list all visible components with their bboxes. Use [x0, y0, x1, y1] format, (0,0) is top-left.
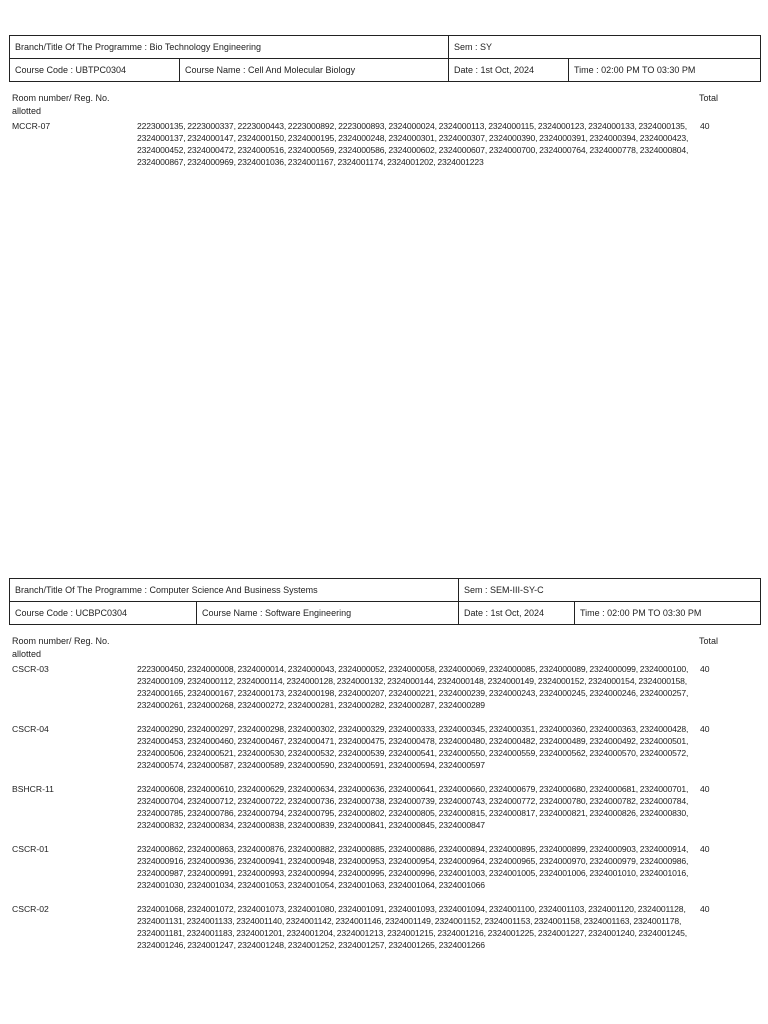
table-row [9, 843, 760, 891]
registration-numbers: 2223000135, 2223000337, 2223000443, 2223000892, 2223000893, 2324000024, 2324000113, 2324000115, 2324000123, 2324000133, 2324000135, 2324000137, 2324000147, 2324000150, 2324000195, 2324000248, 2324000301, 2324000307, 2324000390, 2324000391, 2324000394, 2324000423, 2324000452, 2324000472, 2324000516, 2324000569, 2324000586, 2324000602, 2324000607, 2324000700, 2324000764, 2324000778, 2324000804, 2324000867, 2324000969, 2324001036, 2324001167, 2324001174, 2324001202, 2324001223 [137, 121, 689, 167]
course-code: Course Code : UBTPC0304 [10, 59, 180, 82]
room-number: CSCR-01 [12, 844, 49, 854]
room-number: CSCR-04 [12, 724, 49, 734]
row-total: 40 [700, 121, 710, 131]
table-row [9, 783, 760, 831]
room-column-header: Room number/ Reg. No. allotted [12, 636, 110, 659]
exam-date: Date : 1st Oct, 2024 [459, 602, 575, 625]
room-number: CSCR-02 [12, 904, 49, 914]
row-total: 40 [700, 844, 710, 854]
section-header-table [9, 35, 761, 82]
semester: Sem : SY [449, 36, 761, 59]
table-row [9, 723, 760, 771]
room-number: CSCR-03 [12, 664, 49, 674]
registration-numbers: 2324000862, 2324000863, 2324000876, 2324000882, 2324000885, 2324000886, 2324000894, 2324000895, 2324000899, 2324000903, 2324000914, 2324000916, 2324000936, 2324000941, 2324000948, 2324000953, 2324000954, 2324000964, 2324000965, 2324000970, 2324000979, 2324000986, 2324000987, 2324000991, 2324000993, 2324000994, 2324000995, 2324000996, 2324001003, 2324001005, 2324001006, 2324001010, 2324001016, 2324001030, 2324001034, 2324001053, 2324001054, 2324001063, 2324001064, 2324001066 [137, 844, 689, 890]
course-name: Course Name : Cell And Molecular Biology [180, 59, 449, 82]
exam-section-csbs [9, 578, 760, 963]
total-column-header: Total [699, 93, 719, 103]
exam-section-biotech [9, 35, 760, 180]
row-total: 40 [700, 784, 710, 794]
exam-date: Date : 1st Oct, 2024 [449, 59, 569, 82]
total-column-header: Total [699, 636, 719, 646]
section-header-table [9, 578, 761, 625]
column-headers [9, 92, 760, 120]
column-headers [9, 635, 760, 663]
row-total: 40 [700, 664, 710, 674]
registration-numbers: 2324000608, 2324000610, 2324000629, 2324000634, 2324000636, 2324000641, 2324000660, 2324000679, 2324000680, 2324000681, 2324000701, 2324000704, 2324000712, 2324000722, 2324000736, 2324000738, 2324000739, 2324000743, 2324000772, 2324000780, 2324000782, 2324000784, 2324000785, 2324000786, 2324000794, 2324000795, 2324000802, 2324000805, 2324000815, 2324000817, 2324000821, 2324000826, 2324000830, 2324000832, 2324000834, 2324000838, 2324000839, 2324000841, 2324000845, 2324000847 [137, 784, 689, 830]
semester: Sem : SEM-III-SY-C [459, 579, 761, 602]
room-number: MCCR-07 [12, 121, 51, 131]
row-total: 40 [700, 724, 710, 734]
room-number: BSHCR-11 [12, 784, 54, 794]
course-name: Course Name : Software Engineering [197, 602, 459, 625]
table-row [9, 903, 760, 951]
registration-numbers: 2324001068, 2324001072, 2324001073, 2324001080, 2324001091, 2324001093, 2324001094, 2324001100, 2324001103, 2324001120, 2324001128, 2324001131, 2324001133, 2324001140, 2324001142, 2324001146, 2324001149, 2324001152, 2324001153, 2324001158, 2324001163, 2324001178, 2324001181, 2324001183, 2324001201, 2324001204, 2324001213, 2324001215, 2324001216, 2324001225, 2324001227, 2324001240, 2324001245, 2324001246, 2324001247, 2324001248, 2324001252, 2324001257, 2324001265, 2324001266 [137, 904, 687, 950]
registration-numbers: 2223000450, 2324000008, 2324000014, 2324000043, 2324000052, 2324000058, 2324000069, 2324000085, 2324000089, 2324000099, 2324000100, 2324000109, 2324000112, 2324000114, 2324000128, 2324000132, 2324000144, 2324000148, 2324000149, 2324000152, 2324000154, 2324000158, 2324000165, 2324000167, 2324000173, 2324000198, 2324000207, 2324000221, 2324000239, 2324000243, 2324000245, 2324000246, 2324000257, 2324000261, 2324000268, 2324000272, 2324000281, 2324000282, 2324000287, 2324000289 [137, 664, 689, 710]
branch-title: Branch/Title Of The Programme : Bio Technology Engineering [10, 36, 449, 59]
exam-time: Time : 02:00 PM TO 03:30 PM [575, 602, 761, 625]
table-row [9, 120, 760, 168]
row-total: 40 [700, 904, 710, 914]
table-row [9, 663, 760, 711]
registration-numbers: 2324000290, 2324000297, 2324000298, 2324000302, 2324000329, 2324000333, 2324000345, 2324000351, 2324000360, 2324000363, 2324000428, 2324000453, 2324000460, 2324000467, 2324000471, 2324000475, 2324000478, 2324000480, 2324000482, 2324000489, 2324000492, 2324000501, 2324000506, 2324000521, 2324000530, 2324000532, 2324000539, 2324000541, 2324000550, 2324000559, 2324000562, 2324000570, 2324000572, 2324000574, 2324000587, 2324000589, 2324000590, 2324000591, 2324000594, 2324000597 [137, 724, 689, 770]
exam-time: Time : 02:00 PM TO 03:30 PM [569, 59, 761, 82]
course-code: Course Code : UCBPC0304 [10, 602, 197, 625]
branch-title: Branch/Title Of The Programme : Computer Science And Business Systems [10, 579, 459, 602]
room-column-header: Room number/ Reg. No. allotted [12, 93, 110, 116]
